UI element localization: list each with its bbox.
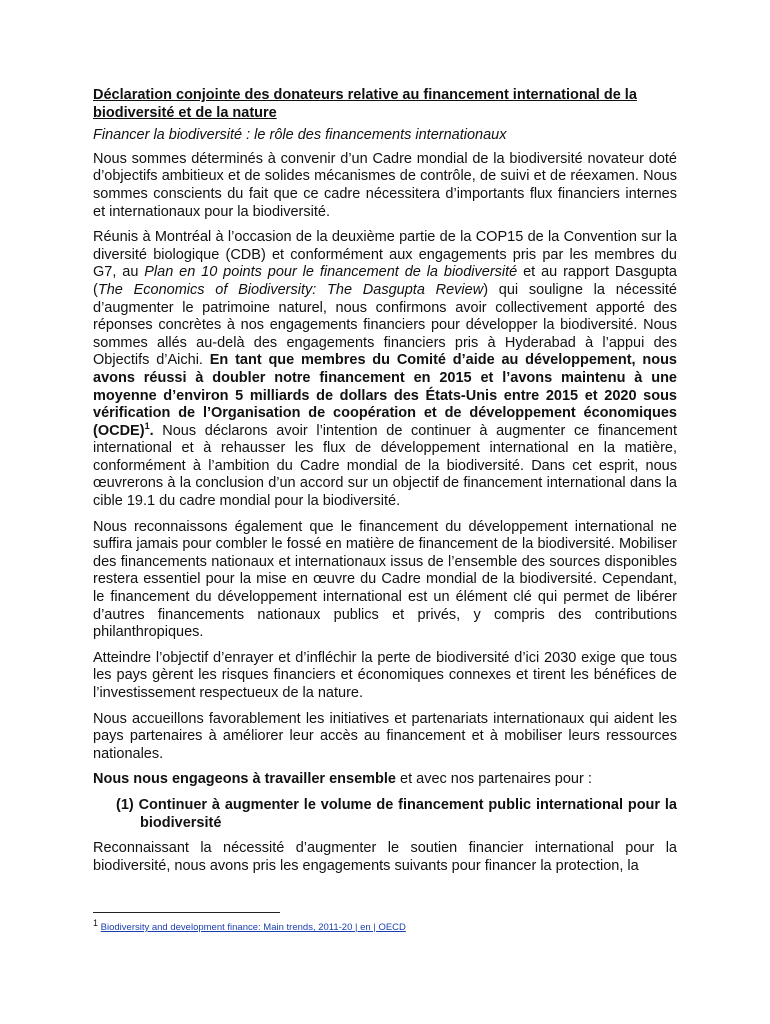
paragraph-6 (93, 771, 677, 789)
paragraph-2-part-a: Réunis à Montréal à l’occasion de la deuxième partie de la COP15 de la Convention sur la diversité biologique (CDB) et conformément aux engagements pris par les membres du G7, au (93, 229, 677, 281)
footnote-link[interactable]: Biodiversity and development finance: Main trends, 2011-20 | en | OECD (100, 922, 406, 933)
paragraph-2-part-h: Nous déclarons avoir l’intention de continuer à augmenter ce financement international et à rehausser les flux de développement international en la matière, conformément à l’ambition du Cadre mondial de la biodiversité. Dans cet esprit, nous œuvrerons à la conclusion d’un accord sur un objectif de financement international dans la cible 19.1 du cadre mondial pour la biodiversité. (93, 422, 677, 510)
paragraph-5: Nous accueillons favorablement les initiatives et partenariats internationaux qui aident les pays partenaires à améliorer leur accès au financement et à mobiliser leurs ressources nationales. (93, 710, 677, 762)
footnote-ref[interactable]: 1 (144, 420, 150, 431)
paragraph-2 (93, 229, 677, 511)
footnote (93, 917, 406, 933)
footnote-divider (93, 912, 280, 913)
document-title: Déclaration conjointe des donateurs relative au financement international de la biodiversité et de la nature (93, 87, 637, 121)
paragraph-2-part-e: ) qui souligne la nécessité d’augmenter le patrimoine naturel, nous confirmons avoir collectivement apporté des réponses concrètes à nos engagements financiers pour développer la biodiversité. Nous sommes allés au-delà des engagements financiers pris à Hyderabad à l’appui des Objectifs d’Aichi. (93, 281, 677, 369)
paragraph-7: Reconnaissant la nécessité d’augmenter le soutien financier international pour la biodiversité, nous avons pris les engagements suivants pour financer la protection, la (93, 840, 677, 874)
paragraph-2-bold-statement: En tant que membres du Comité d’aide au développement, nous avons réussi à doubler notre financement en 2015 et l’avons maintenu à une moyenne d’environ 5 milliards de dollars des États-Unis entre 2015 et 2020 sous vérification de l’Organisation de coopération et de développement économiques (OCDE) (93, 352, 677, 439)
paragraph-2-review-title: The Economics of Biodiversity: The Dasgupta Review (97, 281, 484, 298)
paragraph-6-rest: et avec nos partenaires pour : (396, 771, 592, 788)
paragraph-6-bold: Nous nous engageons à travailler ensemble (93, 771, 396, 788)
footnote-number: 1 (93, 917, 99, 928)
paragraph-2-bold-period: . (149, 422, 154, 439)
document-body (93, 87, 677, 883)
paragraph-2-part-c: et au rapport Dasgupta ( (93, 264, 677, 298)
paragraph-4: Atteindre l’objectif d’enrayer et d’infléchir la perte de biodiversité d’ici 2030 exige que tous les pays gèrent les risques financiers et économiques connexes et tirent les bénéfices de l’investissement respectueux de la nature. (93, 649, 677, 701)
paragraph-2-plan-title: Plan en 10 points pour le financement de la biodiversité (144, 264, 518, 281)
list-item-1: (1) Continuer à augmenter le volume de financement public international pour la biodiversité (116, 796, 677, 831)
paragraph-1: Nous sommes déterminés à convenir d’un Cadre mondial de la biodiversité novateur doté d’objectifs ambitieux et de solides mécanismes de contrôle, de suivi et de réexamen. Nous sommes conscients du fait que ce cadre nécessitera d’importants flux financiers internes et internationaux pour la biodiversité. (93, 150, 677, 220)
paragraph-3: Nous reconnaissons également que le financement du développement international ne suffira jamais pour combler le fossé en matière de financement de la biodiversité. Mobiliser des financements nationaux et internationaux issus de l’ensemble des sources disponibles restera essentiel pour la mise en œuvre du Cadre mondial de la biodiversité. Cependant, le financement du développement international est un élément clé qui permet de libérer d’autres financements nationaux publics et privés, y compris des contributions philanthropiques. (93, 518, 677, 641)
document-subtitle: Financer la biodiversité : le rôle des financements internationaux (93, 127, 507, 144)
